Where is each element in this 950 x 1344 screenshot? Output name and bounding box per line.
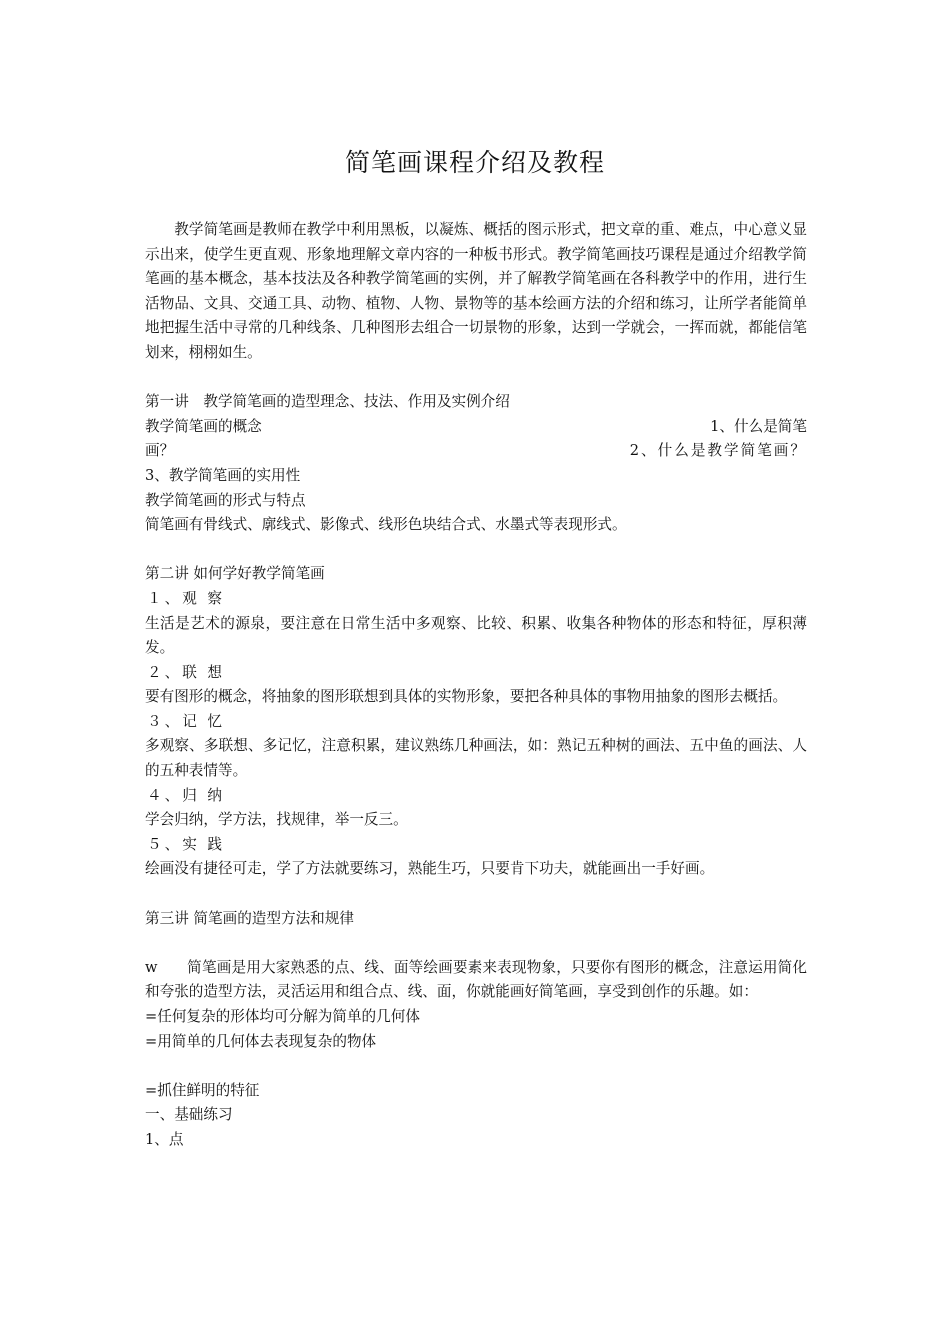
lecture2-item-text: 绘画没有捷径可走，学了方法就要练习，熟能生巧，只要肯下功夫，就能画出一手好画。 (145, 860, 715, 878)
spacer (145, 1054, 807, 1079)
document-title: 简笔画课程介绍及教程 (344, 148, 605, 177)
lecture2-item-label: ５、实 践 (147, 835, 226, 853)
intro-paragraph: 教学简笔画是教师在教学中利用黑板，以凝炼、概括的图示形式，把文章的重、难点，中心意义显示出来，使学生更直观、形象地理解文章内容的一种板书形式。教学简笔画技巧课程是通过介绍教学简笔画的基本概念，基本技法及各种教学简笔画的实例，并了解教学简笔画在各科教学中的作用，进行生活物品、文具、交通工具、动物、植物、人物、景物等的基本绘画方法的介绍和练习，让所学者能简单地把握生活中寻常的几种线条、几种图形去组合一切景物的形象，达到一学就会，一挥而就，都能信笔划来，栩栩如生。 (145, 221, 807, 361)
lecture2-item-label: ２、联 想 (147, 663, 226, 681)
lecture3-paragraph: w 简笔画是用大家熟悉的点、线、面等绘画要素来表现物象，只要你有图形的概念，注意运用简化和夸张的造型方法，灵活运用和组合点、线、面，你就能画好简笔画，享受到创作的乐趣。如： (145, 958, 807, 1001)
lecture1-forms-heading: 教学简笔画的形式与特点 (145, 491, 306, 509)
lecture2-item-text: 多观察、多联想、多记忆，注意积累，建议熟练几种画法，如：熟记五种树的画法、五中鱼的画法、人的五种表情等。 (145, 737, 807, 780)
lecture3-rule: =抓住鲜明的特征 (145, 1081, 260, 1099)
lecture1-question2: 2、什么是教学简笔画？ (629, 442, 807, 460)
lecture2-item-label: ４、归 纳 (147, 786, 226, 804)
lecture2-heading: 第二讲 如何学好教学简笔画 (145, 565, 325, 583)
spacer (145, 366, 807, 391)
lecture1-question3: 3、教学简笔画的实用性 (145, 466, 301, 484)
lecture1-forms-text: 简笔画有骨线式、廓线式、影像式、线形色块结合式、水墨式等表现形式。 (145, 516, 627, 534)
document-body (145, 218, 807, 1153)
lecture2-item-text: 学会归纳，学方法，找规律，举一反三。 (145, 811, 408, 829)
lecture1-question-row (145, 439, 807, 464)
section-item: 1、点 (145, 1130, 184, 1148)
lecture2-item-label: ３、记 忆 (147, 712, 226, 730)
lecture3-heading: 第三讲 简笔画的造型方法和规律 (145, 909, 354, 927)
spacer (145, 882, 807, 907)
lecture1-concept-row (145, 415, 807, 440)
section-heading: 一、基础练习 (145, 1106, 233, 1124)
lecture3-rule: =用简单的几何体去表现复杂的物体 (145, 1032, 377, 1050)
lecture2-item-text: 要有图形的概念，将抽象的图形联想到具体的实物形象，要把各种具体的事物用抽象的图形去概括。 (145, 688, 788, 706)
lecture3-rule: =任何复杂的形体均可分解为简单的几何体 (145, 1008, 420, 1025)
spacer (145, 931, 807, 956)
lecture1-heading: 第一讲 教学简笔画的造型理念、技法、作用及实例介绍 (145, 393, 510, 411)
spacer (145, 538, 807, 563)
lecture2-item-label: １、观 察 (147, 589, 226, 607)
lecture2-item-text: 生活是艺术的源泉，要注意在日常生活中多观察、比较、积累、收集各种物体的形态和特征，厚积薄发。 (145, 614, 807, 657)
lecture1-question1-part2: 画？ (145, 442, 175, 460)
lecture1-concept: 教学简笔画的概念 (145, 417, 262, 435)
lecture1-question1-part1: 1、什么是简笔 (710, 417, 807, 435)
